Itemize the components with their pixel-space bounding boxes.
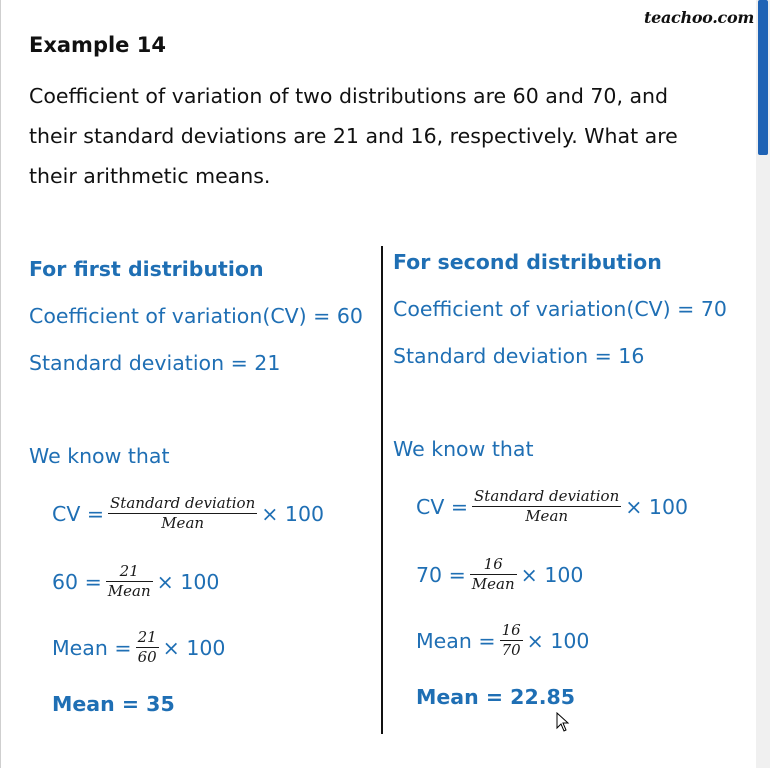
- step-lhs: Mean =: [52, 635, 132, 660]
- fraction: [108, 494, 257, 533]
- formula-lhs: CV =: [416, 494, 469, 519]
- question-text: [29, 76, 729, 196]
- second-sd-line: Standard deviation = 16: [393, 344, 645, 368]
- denominator: 70: [501, 641, 521, 659]
- first-step1: [52, 562, 219, 601]
- fraction: [106, 562, 153, 601]
- numerator: 21: [119, 562, 139, 580]
- example-title: Example 14: [29, 33, 166, 57]
- formula-rhs: × 100: [261, 501, 325, 526]
- page-border: [0, 0, 1, 768]
- second-step2: [416, 621, 589, 660]
- fraction: [472, 487, 621, 526]
- second-result: Mean = 22.85: [416, 685, 576, 709]
- step-rhs: × 100: [526, 628, 590, 653]
- scrollbar-thumb[interactable]: [758, 0, 768, 155]
- second-step1: [416, 555, 583, 594]
- second-know: We know that: [393, 437, 534, 461]
- step-rhs: × 100: [520, 562, 584, 587]
- fraction: [470, 555, 517, 594]
- numerator: Standard deviation: [474, 487, 620, 505]
- fraction: [136, 628, 159, 667]
- first-result: Mean = 35: [52, 692, 175, 716]
- second-heading: For second distribution: [393, 250, 662, 274]
- scrollbar[interactable]: [756, 0, 770, 768]
- fraction: [500, 621, 523, 660]
- second-formula: [416, 487, 688, 526]
- first-formula: [52, 494, 324, 533]
- first-heading: For first distribution: [29, 257, 264, 281]
- step-lhs: 60 =: [52, 569, 102, 594]
- question-line: their standard deviations are 21 and 16, respectively. What are: [29, 124, 678, 148]
- denominator: Mean: [161, 514, 205, 532]
- step-lhs: Mean =: [416, 628, 496, 653]
- denominator: 60: [137, 648, 157, 666]
- mouse-cursor-icon: [556, 712, 570, 732]
- question-line: Coefficient of variation of two distributions are 60 and 70, and: [29, 84, 669, 108]
- numerator: Standard deviation: [110, 494, 256, 512]
- watermark: teachoo.com: [644, 8, 754, 27]
- step-rhs: × 100: [162, 635, 226, 660]
- numerator: 16: [483, 555, 503, 573]
- second-cv-line: Coefficient of variation(CV) = 70: [393, 297, 727, 321]
- denominator: Mean: [107, 582, 151, 600]
- first-cv-line: Coefficient of variation(CV) = 60: [29, 304, 363, 328]
- step-lhs: 70 =: [416, 562, 466, 587]
- column-divider: [381, 246, 383, 734]
- denominator: Mean: [471, 575, 515, 593]
- numerator: 16: [501, 621, 521, 639]
- numerator: 21: [137, 628, 157, 646]
- first-step2: [52, 628, 225, 667]
- question-line: their arithmetic means.: [29, 164, 271, 188]
- formula-lhs: CV =: [52, 501, 105, 526]
- first-know: We know that: [29, 444, 170, 468]
- denominator: Mean: [525, 507, 569, 525]
- formula-rhs: × 100: [625, 494, 689, 519]
- first-sd-line: Standard deviation = 21: [29, 351, 281, 375]
- step-rhs: × 100: [156, 569, 220, 594]
